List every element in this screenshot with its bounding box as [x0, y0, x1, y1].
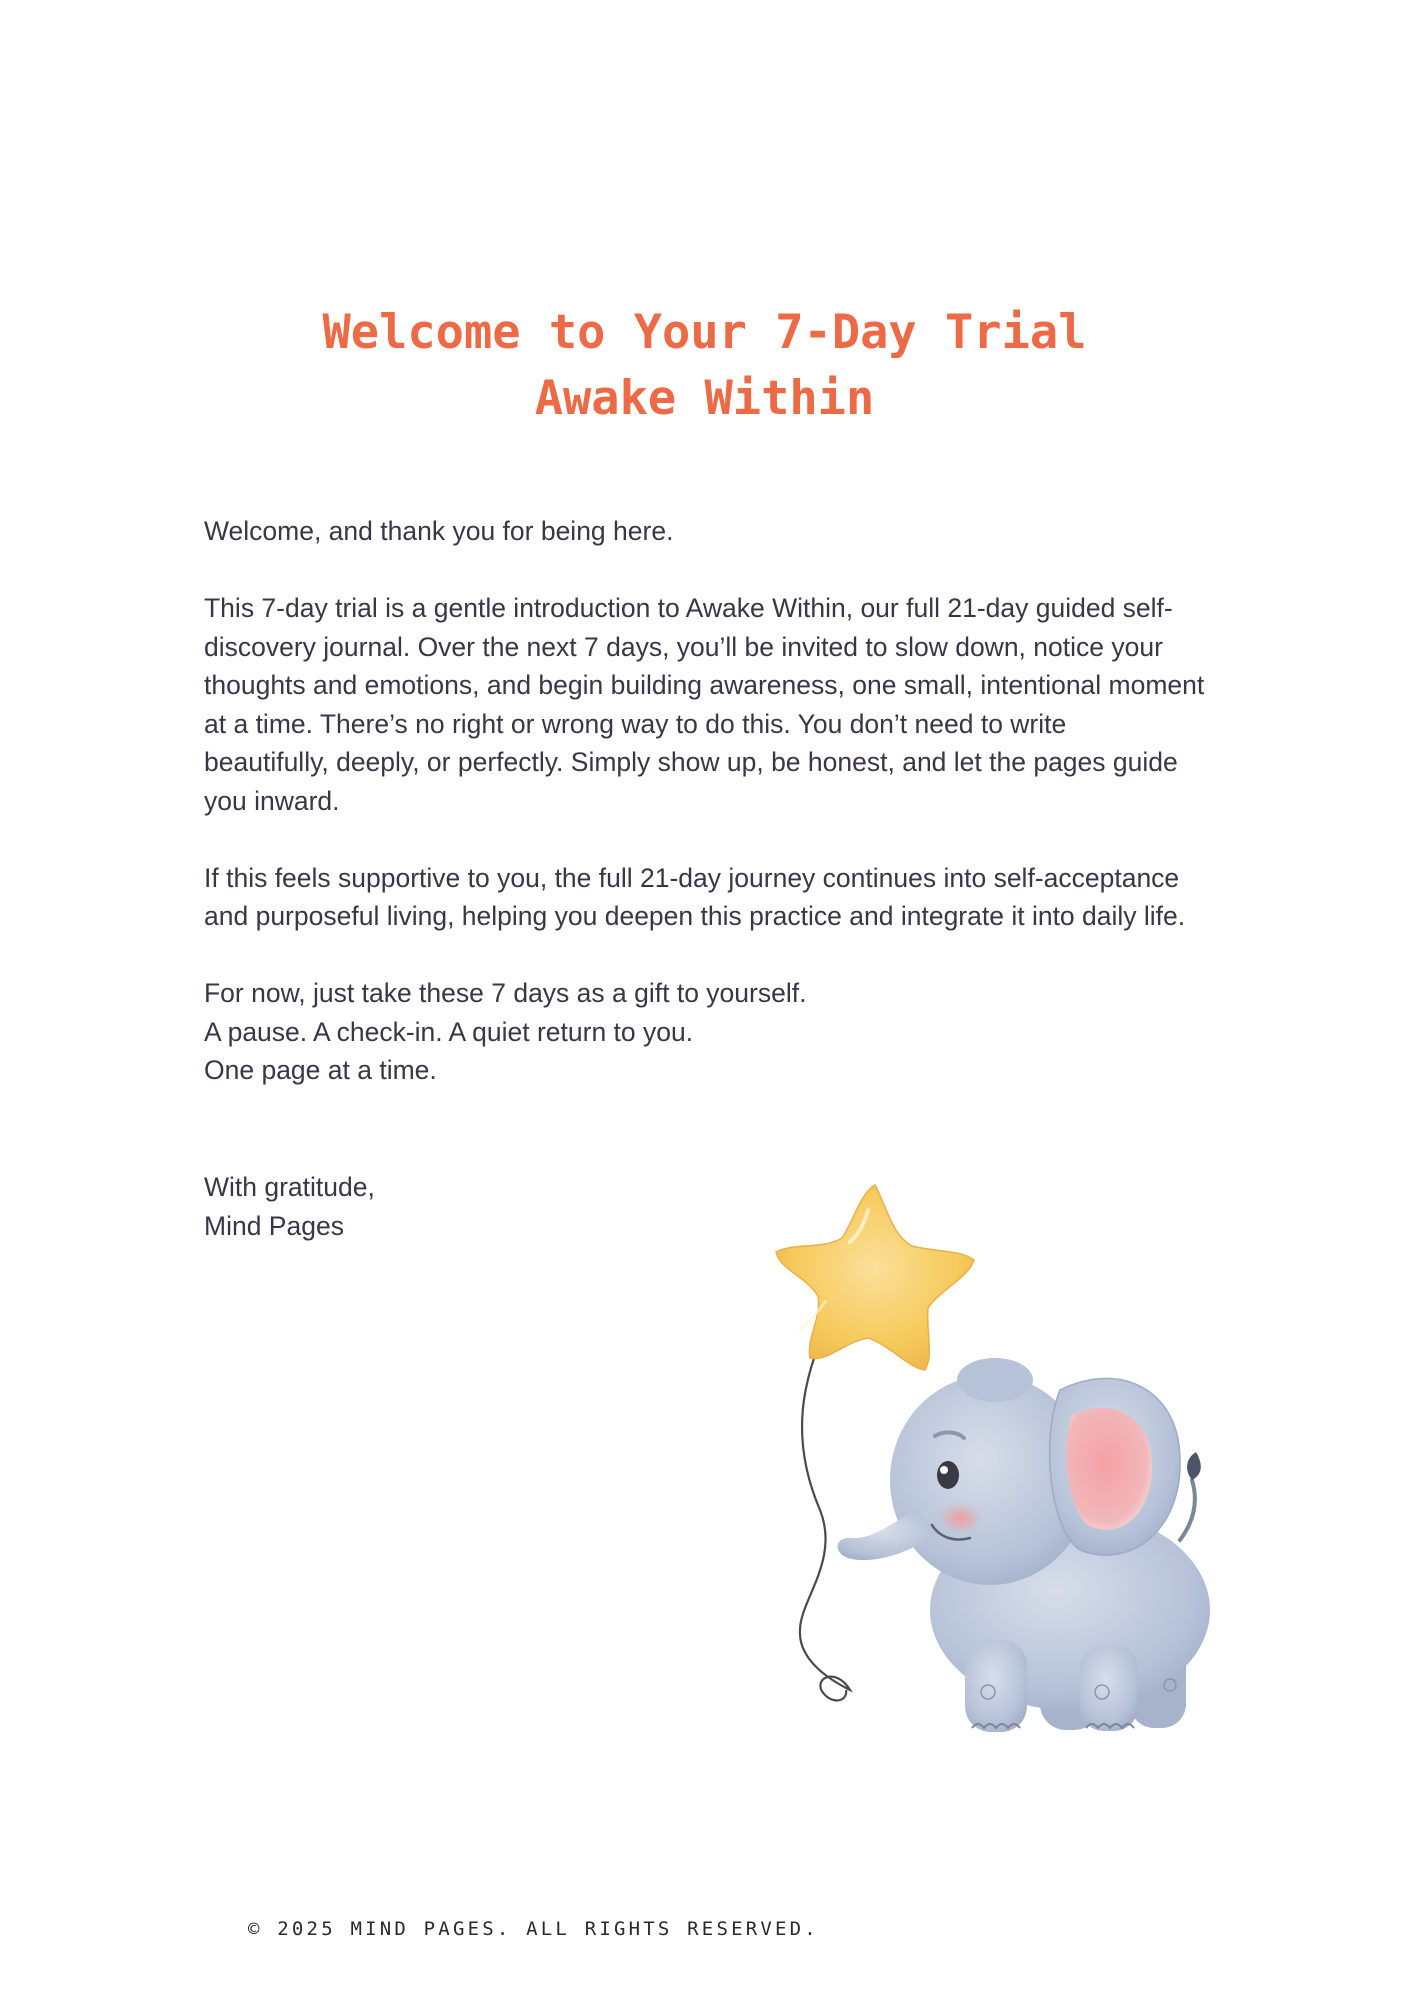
intro-paragraph	[204, 589, 1214, 820]
eye-icon	[937, 1461, 959, 1489]
signoff-gratitude: With gratitude,	[204, 1172, 375, 1202]
elephant-illustration	[740, 1180, 1220, 1760]
greeting-paragraph	[204, 512, 1214, 551]
greeting-line: Welcome, and thank you for being here.	[204, 516, 674, 546]
journey-line: and purposeful living, helping you deepen this practice and integrate it into daily life.	[204, 901, 1186, 931]
letter-body	[204, 512, 1214, 1128]
title-line-1: Welcome to Your 7-Day Trial	[322, 305, 1087, 360]
intro-line: beautifully, deeply, or perfectly. Simply show up, be honest, and let the pages guide	[204, 747, 1178, 777]
balloon-string	[800, 1315, 850, 1700]
intro-line: at a time. There’s no right or wrong way to do this. You don’t need to write	[204, 708, 1067, 739]
intro-line: discovery journal. Over the next 7 days, you’ll be invited to slow down, notice your	[204, 631, 1163, 662]
star-balloon-icon	[776, 1185, 974, 1370]
title-line-2: Awake Within	[534, 371, 875, 426]
closing-paragraph	[204, 974, 1214, 1090]
intro-line: you inward.	[204, 785, 340, 816]
intro-line: This 7-day trial is a gentle introduction to Awake Within, our full 21-day guided self-	[204, 593, 1173, 623]
page-title	[0, 300, 1409, 432]
signoff-author: Mind Pages	[204, 1210, 344, 1241]
journey-line: If this feels supportive to you, the full 21-day journey continues into self-acceptance	[204, 862, 1180, 893]
elephant-balloon-icon	[740, 1180, 1220, 1760]
copyright-footer: © 2025 MIND PAGES. ALL RIGHTS RESERVED.	[248, 1918, 819, 1940]
signoff	[204, 1168, 375, 1245]
closing-line: One page at a time.	[204, 1055, 437, 1085]
journey-paragraph	[204, 859, 1214, 936]
closing-line: A pause. A check-in. A quiet return to you.	[204, 1016, 694, 1047]
closing-line: For now, just take these 7 days as a gift to yourself.	[204, 978, 807, 1008]
intro-line: thoughts and emotions, and begin building awareness, one small, intentional moment	[204, 670, 1205, 700]
